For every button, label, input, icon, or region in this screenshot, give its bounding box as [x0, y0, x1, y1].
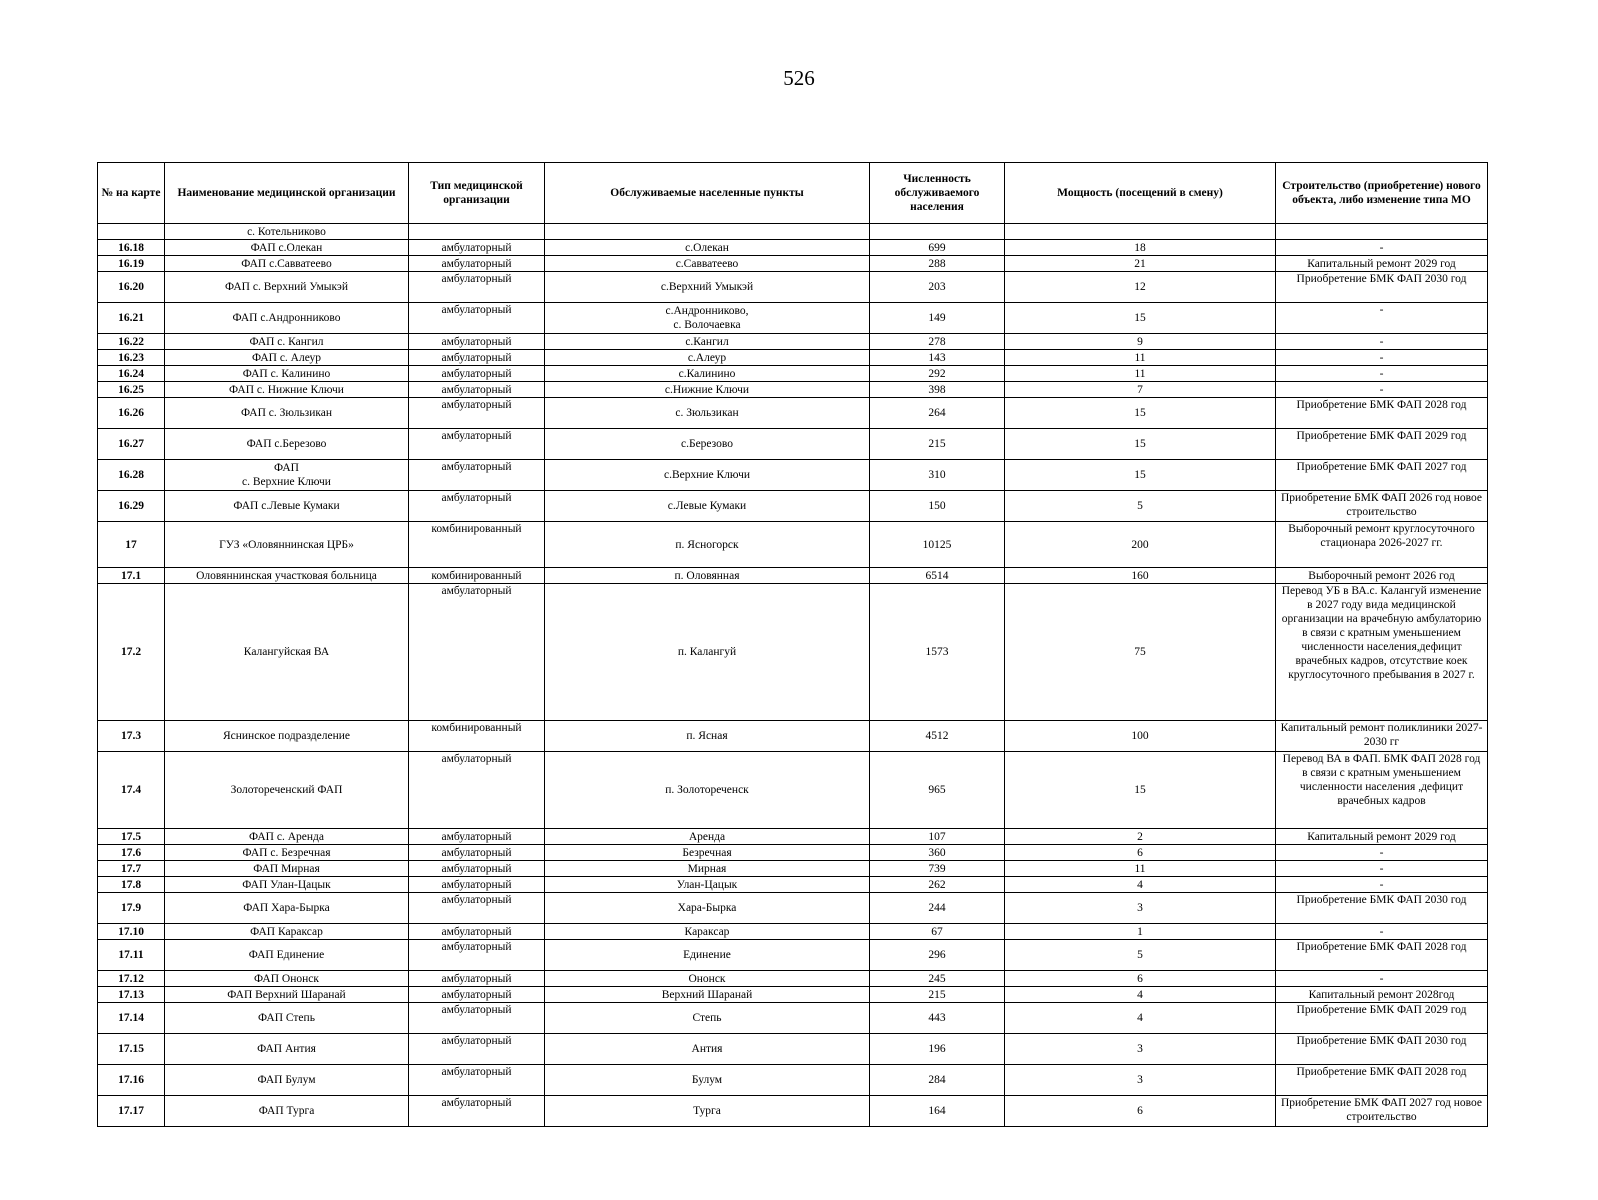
cell-organization-name: Яснинское подразделение [165, 721, 409, 752]
cell-capacity: 100 [1005, 721, 1276, 752]
cell-organization-type: комбинированный [409, 721, 545, 752]
cell-organization-name: ФАП с. Аренда [165, 829, 409, 845]
cell-construction-plan: Капитальный ремонт поликлиники 2027-2030 гг [1276, 721, 1488, 752]
cell-settlements: с.Кангил [545, 334, 870, 350]
cell-organization-name: Калангуйская ВА [165, 584, 409, 721]
cell-organization-type: амбулаторный [409, 1034, 545, 1065]
cell-map-number: 17.9 [98, 893, 165, 924]
cell-settlements: Верхний Шаранай [545, 987, 870, 1003]
cell-capacity: 4 [1005, 877, 1276, 893]
cell-population: 244 [870, 893, 1005, 924]
cell-capacity: 15 [1005, 398, 1276, 429]
table-row [98, 398, 1488, 429]
table-row [98, 382, 1488, 398]
cell-capacity: 6 [1005, 1096, 1276, 1127]
cell-organization-name: ФАП с. Зюльзикан [165, 398, 409, 429]
cell-map-number: 17.3 [98, 721, 165, 752]
cell-capacity: 200 [1005, 522, 1276, 568]
cell-organization-name: ФАП Степь [165, 1003, 409, 1034]
cell-settlements: Караксар [545, 924, 870, 940]
cell-map-number: 16.27 [98, 429, 165, 460]
table-row [98, 987, 1488, 1003]
cell-settlements: п. Ясная [545, 721, 870, 752]
cell-population: 215 [870, 429, 1005, 460]
cell-construction-plan: Перевод УБ в ВА.с. Калангуй изменение в 2027 году вида медицинской организации на врачебную амбулаторию в связи с кратным уменьшением численности населения,дефицит врачебных кадров, отсутствие коек круглосуточного пребывания в 2027 г. [1276, 584, 1488, 721]
cell-population: 6514 [870, 568, 1005, 584]
cell-settlements: Улан-Цацык [545, 877, 870, 893]
cell-map-number: 17.16 [98, 1065, 165, 1096]
cell-capacity: 2 [1005, 829, 1276, 845]
cell-construction-plan: Капитальный ремонт 2029 год [1276, 256, 1488, 272]
cell-organization-type: амбулаторный [409, 893, 545, 924]
medical-organizations-table [97, 162, 1488, 1127]
cell-organization-type: амбулаторный [409, 334, 545, 350]
header-map-number: № на карте [98, 163, 165, 224]
cell-settlements: Степь [545, 1003, 870, 1034]
cell-map-number: 17.13 [98, 987, 165, 1003]
cell-organization-type: амбулаторный [409, 987, 545, 1003]
cell-organization-type: амбулаторный [409, 1003, 545, 1034]
cell-organization-name: ФАП Единение [165, 940, 409, 971]
cell-settlements: с.Савватеево [545, 256, 870, 272]
cell-population: 965 [870, 752, 1005, 829]
cell-capacity: 160 [1005, 568, 1276, 584]
table-row [98, 845, 1488, 861]
cell-settlements [545, 224, 870, 240]
cell-organization-name: Оловяннинская участковая больница [165, 568, 409, 584]
table-row [98, 350, 1488, 366]
cell-map-number: 17.10 [98, 924, 165, 940]
cell-organization-name: ФАП Караксар [165, 924, 409, 940]
cell-population: 107 [870, 829, 1005, 845]
cell-organization-name: ФАП с.Олекан [165, 240, 409, 256]
cell-map-number: 16.25 [98, 382, 165, 398]
cell-population [870, 224, 1005, 240]
cell-settlements: с.Левые Кумаки [545, 491, 870, 522]
table-row [98, 1003, 1488, 1034]
cell-capacity: 15 [1005, 303, 1276, 334]
cell-construction-plan [1276, 224, 1488, 240]
cell-organization-type: комбинированный [409, 522, 545, 568]
header-capacity: Мощность (посещений в смену) [1005, 163, 1276, 224]
cell-settlements: п. Калангуй [545, 584, 870, 721]
cell-capacity: 15 [1005, 460, 1276, 491]
cell-settlements: с.Алеур [545, 350, 870, 366]
cell-population: 10125 [870, 522, 1005, 568]
table-row [98, 429, 1488, 460]
cell-organization-type: амбулаторный [409, 366, 545, 382]
header-organization-name: Наименование медицинской организации [165, 163, 409, 224]
cell-capacity: 3 [1005, 893, 1276, 924]
cell-organization-type: амбулаторный [409, 256, 545, 272]
table-row [98, 924, 1488, 940]
cell-settlements: Антия [545, 1034, 870, 1065]
cell-organization-name: ФАП с.Савватеево [165, 256, 409, 272]
table-row [98, 240, 1488, 256]
cell-construction-plan: Приобретение БМК ФАП 2028 год [1276, 1065, 1488, 1096]
cell-population: 284 [870, 1065, 1005, 1096]
cell-organization-name: ФАП Улан-Цацык [165, 877, 409, 893]
table-row [98, 721, 1488, 752]
cell-organization-name: ФАП Мирная [165, 861, 409, 877]
cell-construction-plan: - [1276, 240, 1488, 256]
cell-map-number: 17.8 [98, 877, 165, 893]
cell-capacity: 1 [1005, 924, 1276, 940]
cell-organization-name: ФАП с. Безречная [165, 845, 409, 861]
cell-capacity: 5 [1005, 940, 1276, 971]
cell-organization-name: ФАП Хара-Бырка [165, 893, 409, 924]
cell-organization-type: амбулаторный [409, 1096, 545, 1127]
cell-construction-plan: Приобретение БМК ФАП 2028 год [1276, 398, 1488, 429]
cell-organization-type: комбинированный [409, 568, 545, 584]
cell-organization-name: ФАП Турга [165, 1096, 409, 1127]
cell-map-number: 17 [98, 522, 165, 568]
cell-settlements: с.Березово [545, 429, 870, 460]
table-row [98, 1096, 1488, 1127]
cell-construction-plan: Приобретение БМК ФАП 2029 год [1276, 429, 1488, 460]
cell-organization-name: ФАП с. Кангил [165, 334, 409, 350]
cell-capacity: 75 [1005, 584, 1276, 721]
cell-construction-plan: - [1276, 366, 1488, 382]
cell-construction-plan: Приобретение БМК ФАП 2030 год [1276, 272, 1488, 303]
table-row [98, 366, 1488, 382]
cell-population: 278 [870, 334, 1005, 350]
cell-organization-type: амбулаторный [409, 240, 545, 256]
cell-construction-plan: Приобретение БМК ФАП 2027 год новое строительство [1276, 1096, 1488, 1127]
cell-map-number: 16.29 [98, 491, 165, 522]
cell-organization-name: ФАП Ононск [165, 971, 409, 987]
cell-settlements: Безречная [545, 845, 870, 861]
cell-organization-type: амбулаторный [409, 924, 545, 940]
cell-organization-type: амбулаторный [409, 350, 545, 366]
cell-construction-plan: Выборочный ремонт круглосуточного стационара 2026-2027 гг. [1276, 522, 1488, 568]
table-row [98, 272, 1488, 303]
cell-organization-name: ФАП с. Верхний Умыкэй [165, 272, 409, 303]
cell-settlements: с.Калинино [545, 366, 870, 382]
cell-organization-name: ФАП с.Андронниково [165, 303, 409, 334]
cell-capacity: 11 [1005, 366, 1276, 382]
cell-organization-type: амбулаторный [409, 584, 545, 721]
cell-organization-type: амбулаторный [409, 940, 545, 971]
cell-settlements: с.Верхний Умыкэй [545, 272, 870, 303]
table-row [98, 893, 1488, 924]
cell-map-number [98, 224, 165, 240]
cell-organization-type: амбулаторный [409, 272, 545, 303]
cell-population: 67 [870, 924, 1005, 940]
cell-construction-plan: Выборочный ремонт 2026 год [1276, 568, 1488, 584]
cell-population: 1573 [870, 584, 1005, 721]
cell-settlements: Хара-Бырка [545, 893, 870, 924]
table-row [98, 584, 1488, 721]
cell-capacity: 3 [1005, 1065, 1276, 1096]
cell-population: 196 [870, 1034, 1005, 1065]
cell-map-number: 17.12 [98, 971, 165, 987]
cell-population: 150 [870, 491, 1005, 522]
cell-construction-plan: Приобретение БМК ФАП 2029 год [1276, 1003, 1488, 1034]
cell-capacity: 12 [1005, 272, 1276, 303]
cell-map-number: 17.17 [98, 1096, 165, 1127]
cell-population: 292 [870, 366, 1005, 382]
cell-settlements: п. Ясногорск [545, 522, 870, 568]
cell-settlements: Мирная [545, 861, 870, 877]
cell-organization-name: ФАП с.Березово [165, 429, 409, 460]
cell-capacity: 7 [1005, 382, 1276, 398]
cell-organization-name: ФАП с. Калинино [165, 366, 409, 382]
cell-construction-plan: Приобретение БМК ФАП 2028 год [1276, 940, 1488, 971]
cell-capacity: 11 [1005, 861, 1276, 877]
cell-settlements: с. Зюльзикан [545, 398, 870, 429]
cell-organization-name: Золотореченский ФАП [165, 752, 409, 829]
cell-population: 739 [870, 861, 1005, 877]
cell-population: 443 [870, 1003, 1005, 1034]
table-row [98, 256, 1488, 272]
cell-population: 203 [870, 272, 1005, 303]
cell-construction-plan: - [1276, 334, 1488, 350]
cell-population: 262 [870, 877, 1005, 893]
cell-map-number: 17.2 [98, 584, 165, 721]
cell-organization-type: амбулаторный [409, 752, 545, 829]
cell-map-number: 17.15 [98, 1034, 165, 1065]
cell-organization-name: ФАП Булум [165, 1065, 409, 1096]
cell-organization-type: амбулаторный [409, 460, 545, 491]
cell-settlements: с.Андронниково, с. Волочаевка [545, 303, 870, 334]
cell-population: 310 [870, 460, 1005, 491]
cell-construction-plan: - [1276, 877, 1488, 893]
cell-organization-name: ФАП Антия [165, 1034, 409, 1065]
cell-organization-type: амбулаторный [409, 877, 545, 893]
cell-map-number: 17.5 [98, 829, 165, 845]
cell-capacity: 9 [1005, 334, 1276, 350]
cell-capacity: 3 [1005, 1034, 1276, 1065]
cell-settlements: с.Верхние Ключи [545, 460, 870, 491]
cell-settlements: с.Олекан [545, 240, 870, 256]
cell-capacity: 5 [1005, 491, 1276, 522]
cell-organization-name: ГУЗ «Оловяннинская ЦРБ» [165, 522, 409, 568]
cell-population: 288 [870, 256, 1005, 272]
cell-population: 264 [870, 398, 1005, 429]
cell-population: 360 [870, 845, 1005, 861]
cell-population: 4512 [870, 721, 1005, 752]
cell-construction-plan: - [1276, 350, 1488, 366]
cell-organization-type: амбулаторный [409, 429, 545, 460]
cell-construction-plan: Приобретение БМК ФАП 2026 год новое строительство [1276, 491, 1488, 522]
page-number: 526 [783, 66, 815, 90]
cell-map-number: 16.26 [98, 398, 165, 429]
cell-construction-plan: Приобретение БМК ФАП 2030 год [1276, 1034, 1488, 1065]
cell-settlements: Булум [545, 1065, 870, 1096]
cell-map-number: 17.6 [98, 845, 165, 861]
table-row [98, 491, 1488, 522]
header-organization-type: Тип медицинской организации [409, 163, 545, 224]
cell-construction-plan: - [1276, 861, 1488, 877]
cell-construction-plan: - [1276, 971, 1488, 987]
cell-map-number: 16.18 [98, 240, 165, 256]
cell-population: 398 [870, 382, 1005, 398]
cell-organization-type: амбулаторный [409, 398, 545, 429]
header-settlements: Обслуживаемые населенные пункты [545, 163, 870, 224]
cell-construction-plan: Приобретение БМК ФАП 2030 год [1276, 893, 1488, 924]
table-row [98, 861, 1488, 877]
cell-organization-name: с. Котельниково [165, 224, 409, 240]
table-row [98, 334, 1488, 350]
cell-population: 699 [870, 240, 1005, 256]
table-row [98, 522, 1488, 568]
cell-map-number: 17.1 [98, 568, 165, 584]
cell-capacity: 4 [1005, 1003, 1276, 1034]
cell-map-number: 16.28 [98, 460, 165, 491]
table-row [98, 940, 1488, 971]
cell-capacity: 21 [1005, 256, 1276, 272]
cell-organization-type: амбулаторный [409, 971, 545, 987]
cell-map-number: 17.7 [98, 861, 165, 877]
cell-organization-name: ФАП с. Алеур [165, 350, 409, 366]
cell-organization-type: амбулаторный [409, 829, 545, 845]
table-row [98, 303, 1488, 334]
cell-construction-plan: - [1276, 303, 1488, 334]
cell-construction-plan: - [1276, 382, 1488, 398]
cell-map-number: 16.22 [98, 334, 165, 350]
table-row [98, 1034, 1488, 1065]
cell-population: 149 [870, 303, 1005, 334]
header-construction-plan: Строительство (приобретение) нового объекта, либо изменение типа МО [1276, 163, 1488, 224]
table-row [98, 460, 1488, 491]
table-body [98, 224, 1488, 1127]
cell-construction-plan: Перевод ВА в ФАП. БМК ФАП 2028 год в связи с кратным уменьшением численности населения ,дефицит врачебных кадров [1276, 752, 1488, 829]
cell-population: 143 [870, 350, 1005, 366]
cell-population: 296 [870, 940, 1005, 971]
cell-map-number: 16.20 [98, 272, 165, 303]
cell-construction-plan: Капитальный ремонт 2028год [1276, 987, 1488, 1003]
cell-organization-name: ФАП Верхний Шаранай [165, 987, 409, 1003]
cell-organization-name: ФАП с.Левые Кумаки [165, 491, 409, 522]
cell-organization-type: амбулаторный [409, 382, 545, 398]
table-row [98, 877, 1488, 893]
cell-organization-type: амбулаторный [409, 1065, 545, 1096]
cell-capacity: 4 [1005, 987, 1276, 1003]
cell-settlements: Единение [545, 940, 870, 971]
cell-capacity: 6 [1005, 845, 1276, 861]
cell-organization-name: ФАП с. Нижние Ключи [165, 382, 409, 398]
cell-construction-plan: Капитальный ремонт 2029 год [1276, 829, 1488, 845]
cell-organization-name: ФАП с. Верхние Ключи [165, 460, 409, 491]
cell-map-number: 17.4 [98, 752, 165, 829]
table-row [98, 829, 1488, 845]
cell-capacity: 15 [1005, 752, 1276, 829]
cell-population: 164 [870, 1096, 1005, 1127]
header-population: Численность обслуживаемого населения [870, 163, 1005, 224]
cell-settlements: Турга [545, 1096, 870, 1127]
cell-population: 245 [870, 971, 1005, 987]
cell-organization-type [409, 224, 545, 240]
cell-settlements: с.Нижние Ключи [545, 382, 870, 398]
table-header-row [98, 163, 1488, 224]
table-row [98, 568, 1488, 584]
cell-settlements: Аренда [545, 829, 870, 845]
cell-construction-plan: Приобретение БМК ФАП 2027 год [1276, 460, 1488, 491]
table-row [98, 224, 1488, 240]
cell-organization-type: амбулаторный [409, 491, 545, 522]
cell-map-number: 17.11 [98, 940, 165, 971]
cell-population: 215 [870, 987, 1005, 1003]
cell-capacity: 18 [1005, 240, 1276, 256]
cell-organization-type: амбулаторный [409, 861, 545, 877]
cell-capacity: 6 [1005, 971, 1276, 987]
cell-organization-type: амбулаторный [409, 303, 545, 334]
cell-settlements: п. Оловянная [545, 568, 870, 584]
cell-map-number: 17.14 [98, 1003, 165, 1034]
cell-settlements: Ононск [545, 971, 870, 987]
cell-capacity: 11 [1005, 350, 1276, 366]
cell-construction-plan: - [1276, 845, 1488, 861]
cell-organization-type: амбулаторный [409, 845, 545, 861]
table-row [98, 752, 1488, 829]
cell-map-number: 16.19 [98, 256, 165, 272]
cell-map-number: 16.24 [98, 366, 165, 382]
cell-map-number: 16.21 [98, 303, 165, 334]
cell-settlements: п. Золотореченск [545, 752, 870, 829]
cell-capacity: 15 [1005, 429, 1276, 460]
cell-capacity [1005, 224, 1276, 240]
cell-construction-plan: - [1276, 924, 1488, 940]
table-row [98, 971, 1488, 987]
cell-map-number: 16.23 [98, 350, 165, 366]
table-row [98, 1065, 1488, 1096]
